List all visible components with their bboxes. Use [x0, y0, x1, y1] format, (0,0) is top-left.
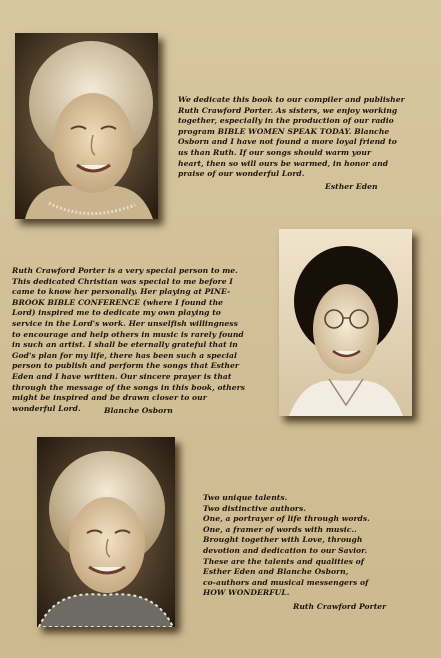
dedication-line: might be inspired and be drawn closer to our: [12, 393, 207, 403]
dedication-line: praise of our wonderful Lord.: [178, 169, 305, 179]
dedication-line: through the message of the songs in this book, others: [12, 382, 246, 392]
signature-ruth-crawford-porter: Ruth Crawford Porter: [293, 601, 387, 611]
dedication-line: Two unique talents.: [203, 493, 288, 502]
dedication-line: Lord) inspired me to dedicate my own playing to: [12, 308, 221, 318]
dedication-line: This dedicated Christian was special to me before I: [12, 276, 233, 286]
dedication-line: us than Ruth. If our songs should warm your: [178, 147, 371, 157]
dedication-line: to encourage and help others in music is rarely found: [12, 329, 244, 339]
dedication-line: Ruth Crawford Porter is a very special person to me.: [12, 266, 238, 275]
dedication-line: God's plan for my life, there has been such a special: [12, 350, 237, 360]
dedication-line: devotion and dedication to our Savior.: [203, 545, 368, 555]
dedication-line: program BIBLE WOMEN SPEAK TODAY. Blanche: [178, 126, 390, 136]
dedication-line: Esther Eden and Blanche Osborn,: [203, 567, 349, 577]
dedication-line: service in the Lord's work. Her unselfish willingness: [12, 318, 238, 328]
dedication-line: in such an artist. I shall be eternally grateful that in: [12, 340, 238, 350]
signature-blanche-osborn: Blanche Osborn: [104, 406, 173, 416]
signature-esther-eden: Esther Eden: [325, 181, 378, 191]
dedication-line: heart, then so will ours be warmed, in honor and: [178, 158, 389, 168]
portrait-photo-ruth-crawford-porter: [37, 437, 175, 627]
dedication-line: BROOK BIBLE CONFERENCE (where I found the: [12, 297, 224, 307]
dedication-line: These are the talents and qualities of: [203, 556, 365, 566]
dedication-line: came to know her personally. Her playing at PINE-: [12, 287, 231, 297]
dedication-line: Osborn and I have not found a more loyal friend to: [178, 137, 397, 147]
dedication-line: person to publish and perform the songs that Esther: [12, 361, 239, 371]
dedication-line: One, a framer of words with music..: [203, 524, 357, 534]
dedication-text-ruth-crawford-porter: [203, 493, 433, 613]
dedication-line: One, a portrayer of life through words.: [203, 514, 370, 524]
dedication-line: HOW WONDERFUL.: [203, 588, 290, 598]
dedication-line: Brought together with Love, through: [203, 535, 363, 545]
portrait-photo-esther-eden: [15, 33, 158, 219]
dedication-line: Ruth Crawford Porter. As sisters, we enjoy working: [178, 105, 398, 115]
dedication-line: wonderful Lord.: [12, 403, 81, 413]
dedication-text-blanche-osborn: [12, 266, 274, 417]
dedication-line: We dedicate this book to our compiler and publisher: [178, 95, 405, 104]
dedication-line: together, especially in the production of our radio: [178, 116, 394, 126]
dedication-line: Two distinctive authors.: [203, 503, 307, 513]
dedication-line: Eden and I have written. Our sincere prayer is that: [12, 371, 232, 381]
dedication-text-esther-eden: [178, 95, 433, 192]
dedication-line: co-authors and musical messengers of: [203, 577, 369, 587]
portrait-photo-blanche-osborn: [279, 229, 412, 416]
